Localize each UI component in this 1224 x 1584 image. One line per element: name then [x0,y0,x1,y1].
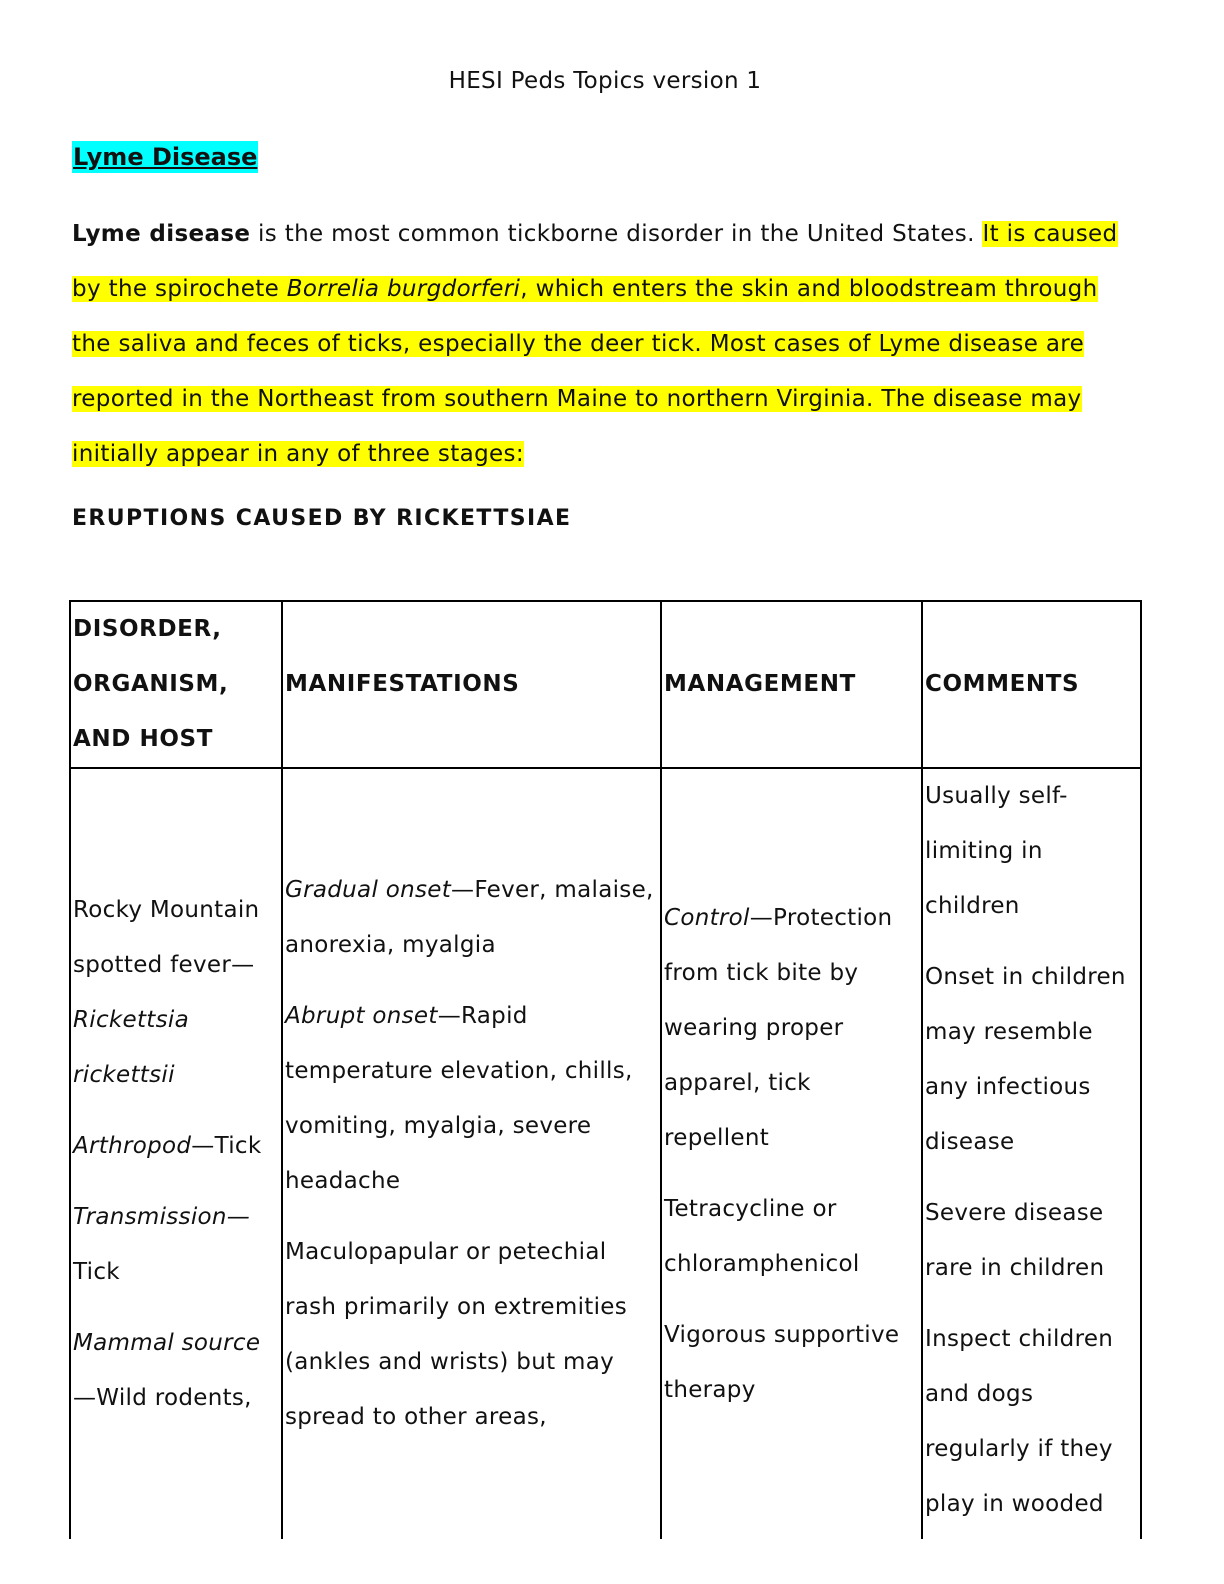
disorder-transmission: Transmission— Tick [73,1203,251,1285]
cell-management [661,768,922,1539]
management-drugs: Tetracycline or chloramphenicol [664,1195,860,1277]
header-manifestations: MANIFESTATIONS [282,601,661,768]
comment-item: Inspect children and dogs regularly if they play in wooded [925,1326,1114,1517]
disorder-mammal-source: Mammal source —Wild rodents, [73,1329,261,1411]
intro-paragraph [72,207,1128,482]
intro-plain-text: is the most common tickborne disorder in the United States. [250,221,983,247]
comment-item: Usually self-limiting in children [925,783,1068,919]
management-control: Control—Protection from tick bite by wearing proper apparel, tick repellent [664,904,893,1151]
management-supportive: Vigorous supportive therapy [664,1321,900,1403]
intro-organism: Borrelia burgdorferi [286,276,521,302]
cell-comments [922,768,1141,1539]
intro-highlight-1: It is caused by the spirochete [72,221,1118,302]
header-comments: COMMENTS [922,601,1141,768]
disorder-name: Rocky Mountain spotted fever— Rickettsia rickettsii [73,896,260,1088]
manifestation-abrupt: Abrupt onset—Rapid temperature elevation, chills, vomiting, myalgia, severe headache [285,1003,633,1194]
cell-disorder [70,768,282,1539]
section-heading: Lyme Disease [73,143,258,171]
comment-item: Onset in children may resemble any infectious disease [925,964,1126,1155]
table-title: ERUPTIONS CAUSED BY RICKETTSIAE [72,506,572,531]
document-title: HESI Peds Topics version 1 [448,68,762,94]
manifestation-gradual: Gradual onset—Fever, malaise, anorexia, myalgia [285,877,654,958]
table-row [70,768,1141,1539]
table-header-row [70,601,1141,768]
cell-manifestations [282,768,661,1539]
manifestation-rash: Maculopapular or petechial rash primarily on extremities (ankles and wrists) but may spread to other areas, [285,1239,627,1430]
eruptions-table [69,600,1142,1539]
intro-highlight-2: , which enters the skin and bloodstream through the saliva and feces of ticks, especially the deer tick. Most cases of Lyme disease are reported in the Northeast from southern Maine to northern Virginia. The disease may initially appear in any of three stages: [72,276,1098,467]
intro-term: Lyme disease [72,221,251,247]
header-disorder: DISORDER, ORGANISM, AND HOST [70,601,282,768]
comment-item: Severe disease rare in children [925,1200,1105,1281]
disorder-arthropod: Arthropod—Tick [73,1132,262,1159]
header-management: MANAGEMENT [661,601,922,768]
